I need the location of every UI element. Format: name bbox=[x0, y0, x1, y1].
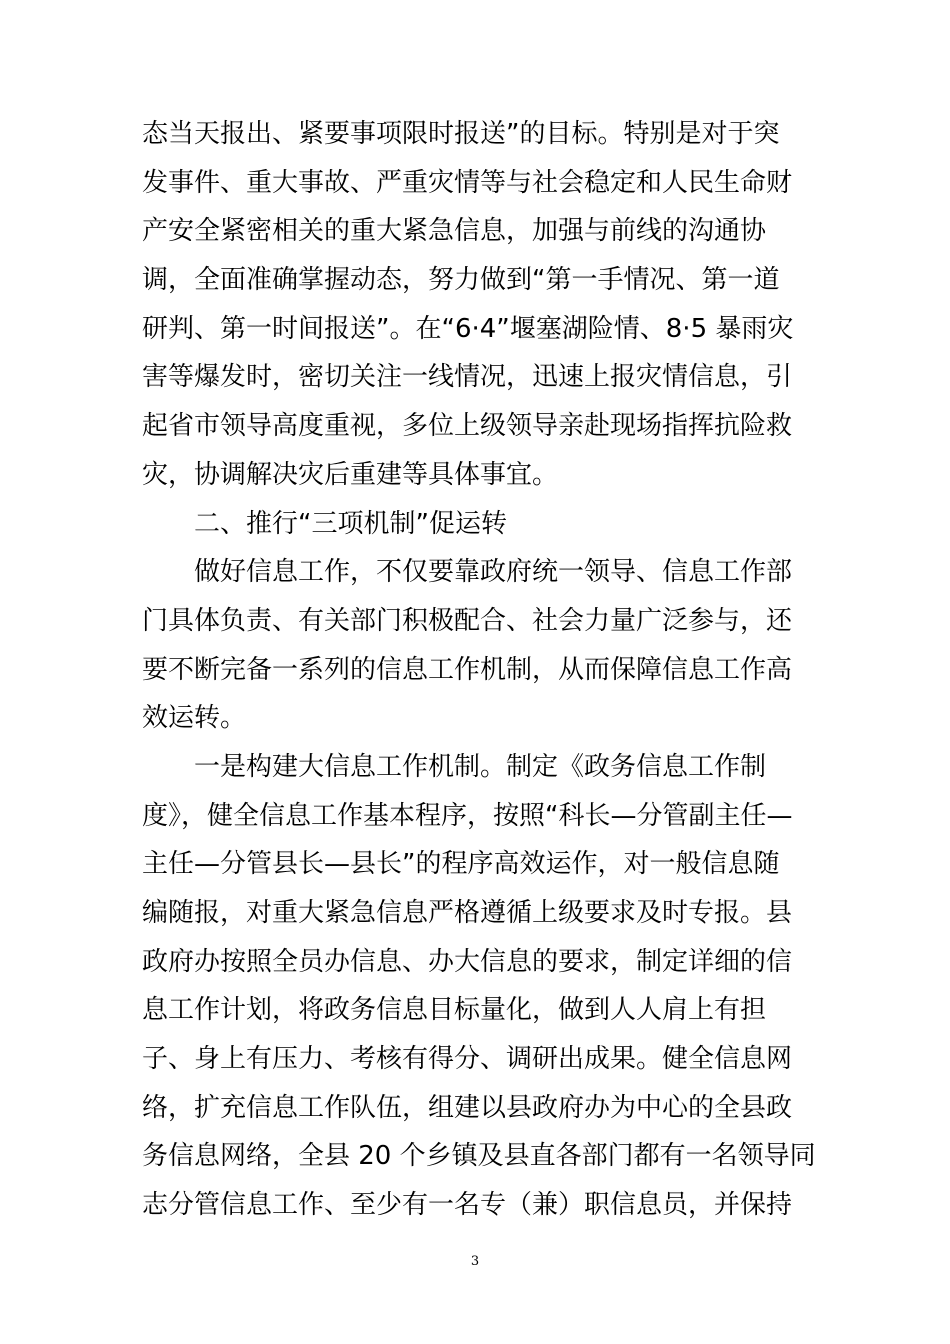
text-line: 灾，协调解决灾后重建等具体事宜。 bbox=[142, 459, 559, 490]
text-line: 编随报，对重大紧急信息严格遵循上级要求及时专报。县 bbox=[142, 898, 793, 928]
text-line: 发事件、重大事故、严重灾情等与社会稳定和人民生命财 bbox=[142, 167, 793, 198]
text-line: 调，全面准确掌握动态，努力做到“第一手情况、第一道 bbox=[142, 265, 780, 296]
text-line: 效运转。 bbox=[142, 703, 247, 734]
text-line: 一是构建大信息工作机制。制定《政务信息工作制 bbox=[194, 751, 767, 782]
text-line: 研判、第一时间报送”。在“6·4”堰塞湖险情、8·5 暴雨灾 bbox=[142, 313, 794, 344]
text-line: 产安全紧密相关的重大紧急信息，加强与前线的沟通协 bbox=[142, 216, 767, 247]
text-line: 志分管信息工作、至少有一名专（兼）职信息员，并保持 bbox=[142, 1190, 793, 1221]
text-line: 害等爆发时，密切关注一线情况，迅速上报灾情信息，引 bbox=[142, 362, 793, 393]
page-number: 3 bbox=[470, 1254, 480, 1269]
text-line: 度》，健全信息工作基本程序，按照“科长—分管副主任— bbox=[142, 800, 793, 831]
text-line: 政府办按照全员办信息、办大信息的要求，制定详细的信 bbox=[142, 946, 793, 977]
text-line: 息工作计划，将政务信息目标量化，做到人人肩上有担 bbox=[142, 995, 767, 1026]
text-line: 子、身上有压力、考核有得分、调研出成果。健全信息网 bbox=[142, 1044, 793, 1075]
text-line: 起省市领导高度重视，多位上级领导亲赴现场指挥抗险救 bbox=[142, 411, 793, 442]
text-line: 做好信息工作，不仅要靠政府统一领导、信息工作部 bbox=[194, 557, 793, 588]
text-line: 务信息网络，全县 20 个乡镇及县直各部门都有一名领导同 bbox=[142, 1141, 816, 1172]
text-line: 主任—分管县长—县长”的程序高效运作，对一般信息随 bbox=[142, 849, 780, 880]
text-line: 要不断完备一系列的信息工作机制，从而保障信息工作高 bbox=[142, 654, 793, 685]
text-line: 门具体负责、有关部门积极配合、社会力量广泛参与，还 bbox=[142, 605, 793, 636]
text-line: 态当天报出、紧要事项限时报送”的目标。特别是对于突 bbox=[142, 119, 780, 149]
section-heading: 二、推行“三项机制”促运转 bbox=[194, 508, 507, 539]
body-text bbox=[142, 110, 816, 1230]
text-line: 络，扩充信息工作队伍，组建以县政府办为中心的全县政 bbox=[142, 1092, 793, 1123]
